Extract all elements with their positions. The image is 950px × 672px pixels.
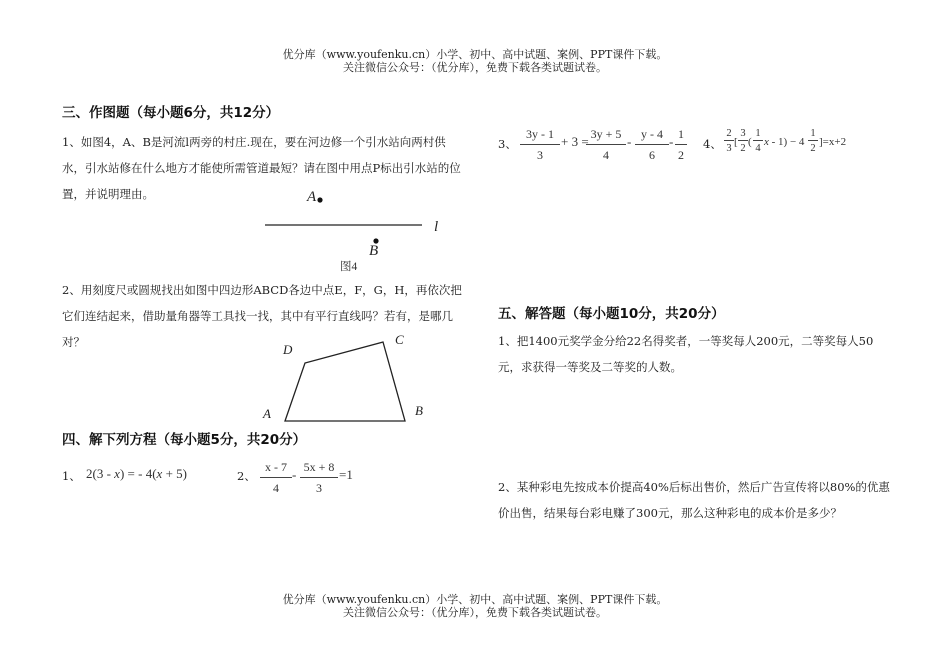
section5-q1-text: 1、把1400元奖学金分给22名得奖者，一等奖每人200元，二等奖每人50元，求获得一等奖及二等奖的人数。 bbox=[498, 334, 874, 374]
eq2-number: 2、 bbox=[237, 469, 256, 483]
eq4-d-denominator: 2 bbox=[810, 143, 816, 154]
eq1-x2: x bbox=[156, 466, 163, 481]
eq1-rhs: + 5) bbox=[162, 466, 187, 481]
section5-title: 五、解答题（每小题10分，共20分） bbox=[498, 306, 725, 322]
eq2-f2-denominator: 3 bbox=[316, 481, 322, 495]
eq4-b-denominator: 2 bbox=[740, 143, 746, 154]
label-a: A bbox=[307, 189, 317, 205]
eq3-fraction-4 bbox=[675, 127, 687, 163]
eq3-fraction-3 bbox=[635, 127, 669, 163]
page-header-line1: 优分库（www.youfenku.cn）小学、初中、高中试题、案例、PPT课件下载。 bbox=[282, 48, 668, 61]
eq1-x1: x bbox=[114, 466, 120, 481]
village-a-dot bbox=[317, 197, 322, 202]
eq4-fraction-b bbox=[738, 128, 748, 154]
eq2-equals: =1 bbox=[339, 467, 353, 482]
figure-4 bbox=[250, 182, 460, 274]
eq4-bracket-open: [ bbox=[734, 136, 738, 148]
section3-title: 三、作图题（每小题6分，共12分） bbox=[62, 105, 280, 121]
eq3-f4-numerator: 1 bbox=[675, 127, 687, 145]
eq2-f1-numerator: x - 7 bbox=[260, 460, 292, 478]
eq4-x: x bbox=[764, 136, 769, 148]
eq4-middle bbox=[764, 136, 804, 148]
eq4-a-numerator: 2 bbox=[724, 128, 734, 141]
figure-4-caption: 图4 bbox=[340, 261, 358, 273]
vertex-c-label: C bbox=[395, 332, 404, 347]
eq1-mid: ) = - 4( bbox=[119, 466, 157, 481]
eq2-fraction-1 bbox=[260, 460, 292, 496]
page-footer-line1: 优分库（www.youfenku.cn）小学、初中、高中试题、案例、PPT课件下载。 bbox=[282, 593, 668, 606]
eq3-f1-denominator: 3 bbox=[537, 148, 543, 162]
eq4-number: 4、 bbox=[703, 137, 722, 151]
eq4-fraction-a bbox=[724, 128, 734, 154]
vertex-a-label: A bbox=[263, 406, 271, 421]
quadrilateral-shape bbox=[285, 342, 405, 421]
eq2-f2-numerator: 5x + 8 bbox=[300, 460, 338, 478]
eq4-tail: ]=x+2 bbox=[819, 136, 847, 148]
eq3-plus: + 3 = bbox=[561, 134, 589, 149]
equation-1 bbox=[86, 466, 187, 482]
eq3-f2-numerator: 3y + 5 bbox=[586, 127, 626, 145]
section5-q2-text: 2、某种彩电先按成本价提高40%后标出售价，然后广告宣传将以80%的优惠价出售，结果每台彩电赚了300元，那么这种彩电的成本价是多少？ bbox=[498, 480, 890, 520]
eq4-paren-open: ( bbox=[748, 136, 752, 148]
vertex-d-label: D bbox=[283, 342, 293, 357]
eq4-c-numerator: 1 bbox=[753, 128, 763, 141]
eq1-lhs: 2(3 - bbox=[86, 466, 115, 481]
section3-q1-text: 1、如图4，A、B是河流l两旁的村庄.现在，要在河边修一个引水站向两村供水，引水站修在什么地方才能使所需管道最短？请在图中用点P标出引水站的位置，并说明理由。 bbox=[62, 135, 461, 201]
page-header-line2: 关注微信公众号：（优分库），免费下载各类试题试卷。 bbox=[343, 61, 607, 74]
eq2-fraction-2 bbox=[300, 460, 338, 496]
eq1-number: 1、 bbox=[62, 469, 81, 483]
section4-title: 四、解下列方程（每小题5分，共20分） bbox=[62, 432, 307, 448]
eq3-fraction-1 bbox=[520, 127, 560, 163]
eq3-f4-denominator: 2 bbox=[678, 148, 684, 162]
label-l: l bbox=[434, 219, 439, 235]
eq4-a-denominator: 3 bbox=[726, 143, 732, 154]
eq2-operator: - bbox=[292, 467, 297, 482]
vertex-b-label: B bbox=[415, 403, 423, 418]
eq3-minus-1: - bbox=[627, 134, 632, 149]
label-b: B bbox=[369, 243, 379, 259]
eq3-f1-numerator: 3y - 1 bbox=[520, 127, 560, 145]
eq3-f3-numerator: y - 4 bbox=[635, 127, 669, 145]
quadrilateral-abcd bbox=[255, 330, 435, 430]
eq3-number: 3、 bbox=[498, 137, 517, 151]
eq4-fraction-d bbox=[808, 128, 818, 154]
eq3-minus-2: - bbox=[669, 134, 674, 149]
eq3-fraction-2 bbox=[586, 127, 626, 163]
eq3-f3-denominator: 6 bbox=[649, 148, 655, 162]
eq4-d-numerator: 1 bbox=[808, 128, 818, 141]
page-footer-line2: 关注微信公众号：（优分库），免费下载各类试题试卷。 bbox=[343, 606, 607, 619]
section3-q2-text: 2、用刻度尺或圆规找出如图中四边形ABCD各边中点E，F，G，H，再依次把它们连结起来，借助量角器等工具找一找，其中有平行直线吗？若有，是哪几对？ bbox=[62, 283, 462, 349]
eq4-mid2: - 1) − 4 bbox=[768, 136, 805, 148]
eq3-f2-denominator: 4 bbox=[603, 148, 609, 162]
eq4-b-numerator: 3 bbox=[738, 128, 748, 141]
eq4-c-denominator: 4 bbox=[755, 143, 761, 154]
eq2-f1-denominator: 4 bbox=[273, 481, 279, 495]
eq4-fraction-c bbox=[753, 128, 763, 154]
